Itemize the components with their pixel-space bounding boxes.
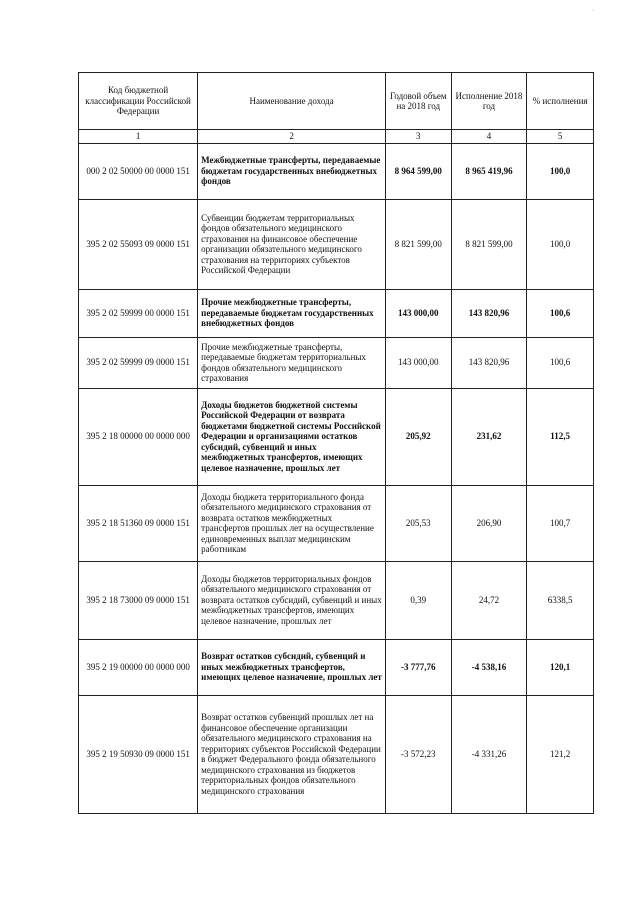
row-pct: 112,5 [527,388,594,485]
table-row [79,337,594,388]
row-code: 395 2 18 00000 00 0000 000 [79,388,198,485]
row-exec: 24,72 [451,561,527,639]
row-exec: -4 331,26 [451,695,527,813]
row-code: 000 2 02 50000 00 0000 151 [79,143,198,199]
column-number: 3 [385,130,451,144]
row-plan: 0,39 [385,561,451,639]
row-name: Субвенции бюджетам территориальных фондов обязательного медицинского страхования на финансовое обеспечение организации обязательного медицинского страхования на территориях субъектов Российской Федерации [198,199,386,289]
row-plan: -3 777,76 [385,639,451,695]
row-exec: 8 821 599,00 [451,199,527,289]
row-pct: 100,7 [527,485,594,561]
row-plan: 143 000,00 [385,289,451,337]
row-plan: -3 572,23 [385,695,451,813]
row-plan: 205,53 [385,485,451,561]
table-row [79,485,594,561]
row-exec: 206,90 [451,485,527,561]
row-plan: 8 821 599,00 [385,199,451,289]
row-exec: 143 820,96 [451,337,527,388]
row-name: Возврат остатков субсидий, субвенций и иных межбюджетных трансфертов, имеющих целевое назначение, прошлых лет [198,639,386,695]
row-plan: 205,92 [385,388,451,485]
table-row [79,388,594,485]
row-code: 395 2 02 59999 09 0000 151 [79,337,198,388]
column-number: 2 [198,130,386,144]
row-code: 395 2 02 55093 09 0000 151 [79,199,198,289]
row-pct: 121,2 [527,695,594,813]
row-pct: 100,0 [527,143,594,199]
row-pct: 6338,5 [527,561,594,639]
table-row [79,289,594,337]
row-code: 395 2 18 73000 09 0000 151 [79,561,198,639]
header-pct: % исполнения [527,73,594,130]
column-number: 1 [79,130,198,144]
table-row [79,143,594,199]
table-row [79,695,594,813]
row-exec: 8 965 419,96 [451,143,527,199]
header-plan: Годовой объем на 2018 год [385,73,451,130]
column-number-row [79,130,594,144]
column-number: 4 [451,130,527,144]
row-code: 395 2 02 59999 00 0000 151 [79,289,198,337]
corner-mark: · [592,8,594,14]
row-code: 395 2 18 51360 09 0000 151 [79,485,198,561]
row-name: Доходы бюджетов бюджетной системы Российской Федерации от возврата бюджетами бюджетной системы Российской Федерации и организациями остатков субсидий, субвенций и иных межбюджетных трансфертов, имеющих целевое назначение, прошлых лет [198,388,386,485]
table-header-row [79,73,594,130]
header-exec: Исполнение 2018 год [451,73,527,130]
row-pct: 100,0 [527,199,594,289]
row-code: 395 2 19 00000 00 0000 000 [79,639,198,695]
table-row [79,639,594,695]
row-pct: 100,6 [527,289,594,337]
header-code: Код бюджетной классификации Российской Федерации [79,73,198,130]
table-row [79,199,594,289]
budget-revenue-table [78,72,594,814]
column-number: 5 [527,130,594,144]
row-exec: 231,62 [451,388,527,485]
row-exec: 143 820,96 [451,289,527,337]
row-name: Возврат остатков субвенций прошлых лет на финансовое обеспечение организации обязательного медицинского страхования на территориях субъектов Российской Федерации в бюджет Федерального фонда обязательного медицинского страхования из бюджетов территориальных фондов обязательного медицинского страхования [198,695,386,813]
row-name: Доходы бюджетов территориальных фондов обязательного медицинского страхования от возврата остатков субсидий, субвенций и иных межбюджетных трансфертов, имеющих целевое назначение, прошлых лет [198,561,386,639]
row-name: Межбюджетные трансферты, передаваемые бюджетам государственных внебюджетных фондов [198,143,386,199]
row-plan: 8 964 599,00 [385,143,451,199]
row-name: Прочие межбюджетные трансферты, передаваемые бюджетам территориальных фондов обязательного медицинского страхования [198,337,386,388]
row-pct: 120,1 [527,639,594,695]
row-plan: 143 000,00 [385,337,451,388]
table-row [79,561,594,639]
row-name: Прочие межбюджетные трансферты, передаваемые бюджетам государственных внебюджетных фондов [198,289,386,337]
row-name: Доходы бюджета территориального фонда обязательного медицинского страхования от возврата остатков межбюджетных трансфертов прошлых лет на осуществление единовременных выплат медицинским работникам [198,485,386,561]
row-code: 395 2 19 50930 09 0000 151 [79,695,198,813]
header-name: Наименование дохода [198,73,386,130]
row-pct: 100,6 [527,337,594,388]
row-exec: -4 538,16 [451,639,527,695]
